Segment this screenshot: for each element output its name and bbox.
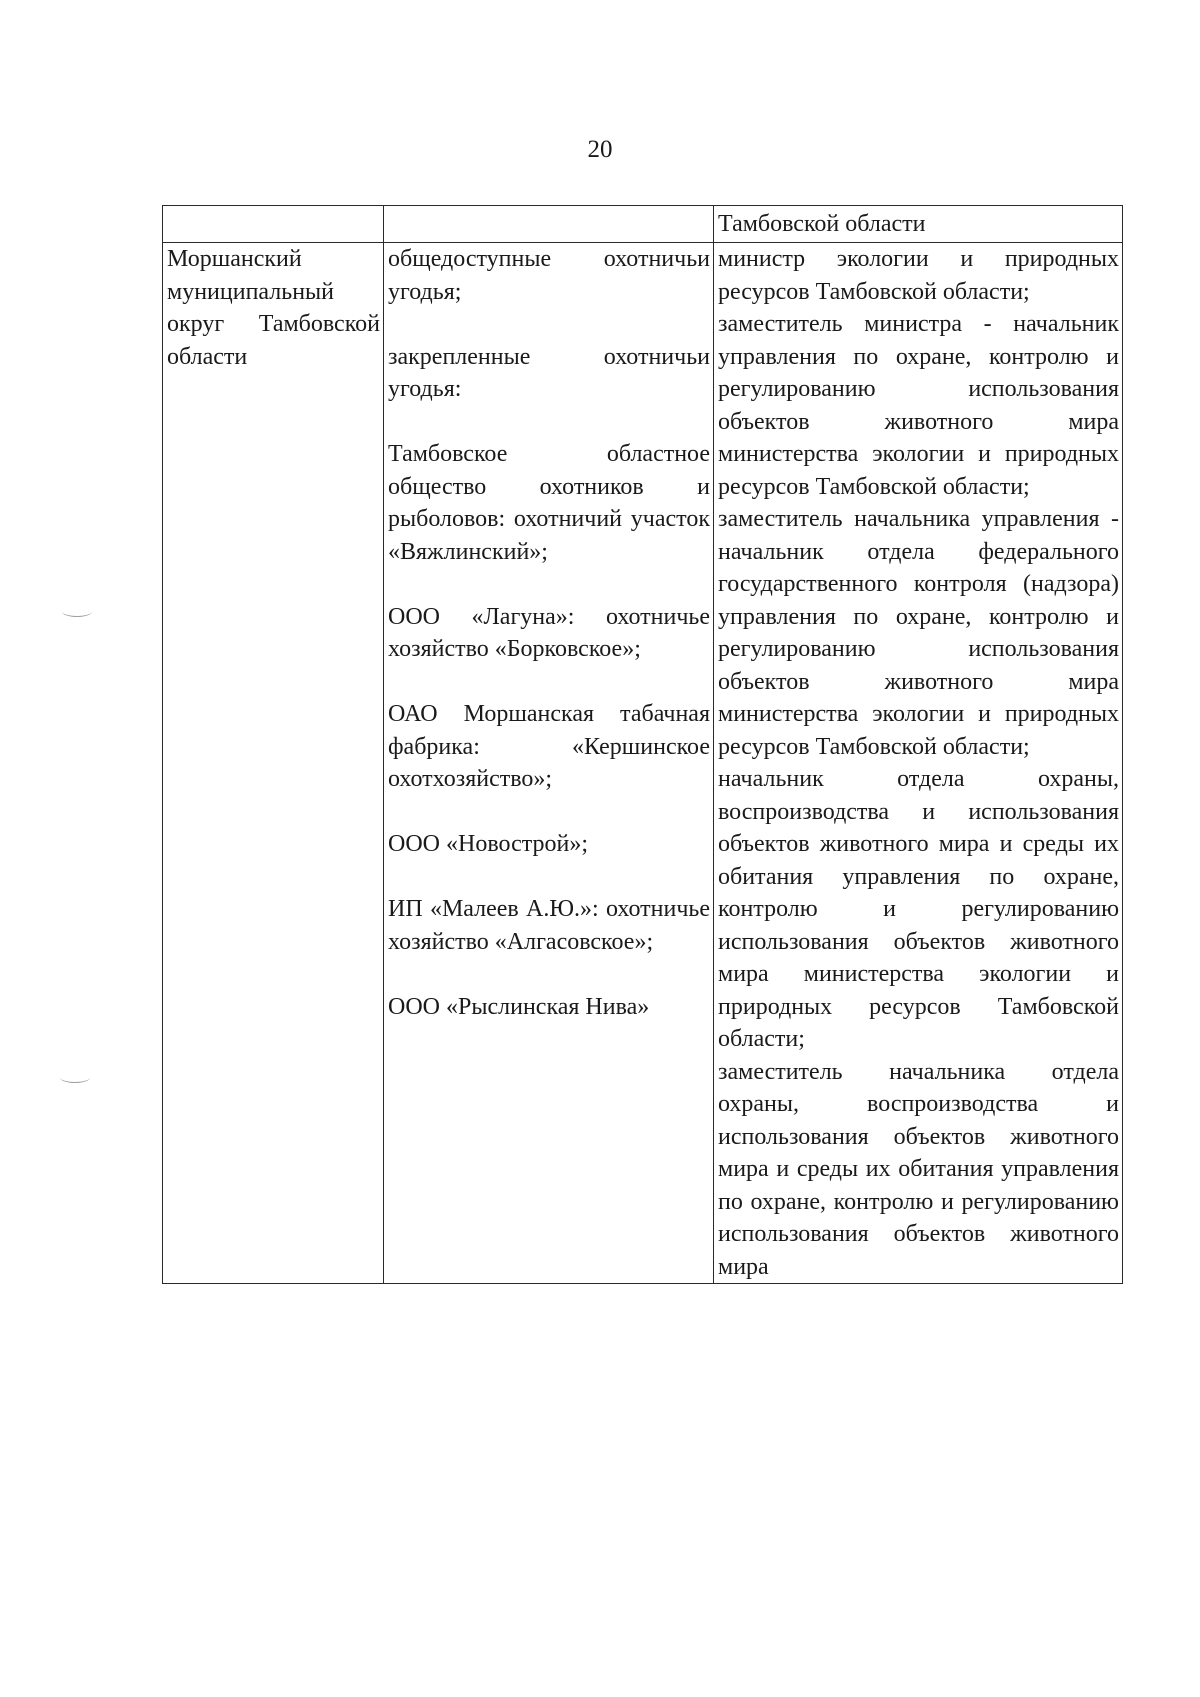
scan-artifact-mark: [60, 1072, 90, 1083]
district-name: Моршанский муниципальный округ Тамбовской области: [167, 246, 380, 370]
hunting-ground-item: ОАО Моршанская табачная фабрика: «Кершинское охотхозяйство»;: [388, 701, 710, 792]
official-item: заместитель начальника отдела охраны, воспроизводства и использования объектов животного мира и среды их обитания управления по охране, контролю и регулированию использования объектов животного мира: [718, 1058, 1119, 1280]
table-row: [163, 243, 1123, 1284]
district-cell: [163, 243, 384, 1284]
hunting-ground-item: закрепленные охотничьи угодья:: [388, 343, 710, 402]
hunting-ground-item: ООО «Рыслинская Нива»: [388, 993, 650, 1020]
table-header-row: [163, 206, 1123, 243]
header-cell-continuation: Тамбовской области: [714, 206, 1123, 243]
official-item: начальник отдела охраны, воспроизводства и использования объектов животного мира и среды их обитания управления по охране, контролю и регулированию использования объектов животного мира министерства экологии и природных ресурсов Тамбовской области;: [718, 766, 1119, 1052]
hunting-ground-item: ООО «Лагуна»: охотничье хозяйство «Борковское»;: [388, 603, 710, 662]
official-item: заместитель министра - начальник управления по охране, контролю и регулированию использования объектов животного мира министерства экологии и природных ресурсов Тамбовской области;: [718, 311, 1119, 500]
hunting-ground-item: ООО «Новострой»;: [388, 831, 589, 857]
page-number: 20: [587, 136, 613, 163]
hunting-ground-item: общедоступные охотничьи угодья;: [388, 246, 710, 305]
header-cell-empty-1: [163, 206, 384, 243]
scan-artifact-mark: [62, 606, 92, 617]
hunting-grounds-table: [162, 205, 1123, 1284]
hunting-grounds-cell: [384, 243, 714, 1284]
official-item: министр экологии и природных ресурсов Тамбовской области;: [718, 246, 1119, 305]
hunting-ground-item: Тамбовское областное общество охотников и рыболовов: охотничий участок «Вяжлинский»;: [388, 441, 710, 565]
official-item: заместитель начальника управления - начальник отдела федерального государственного контроля (надзора) управления по охране, контролю и регулированию использования объектов животного мира министерства экологии и природных ресурсов Тамбовской области;: [718, 506, 1119, 760]
officials-cell: [714, 243, 1123, 1284]
header-cell-empty-2: [384, 206, 714, 243]
hunting-ground-item: ИП «Малеев А.Ю.»: охотничье хозяйство «Алгасовское»;: [388, 896, 710, 955]
